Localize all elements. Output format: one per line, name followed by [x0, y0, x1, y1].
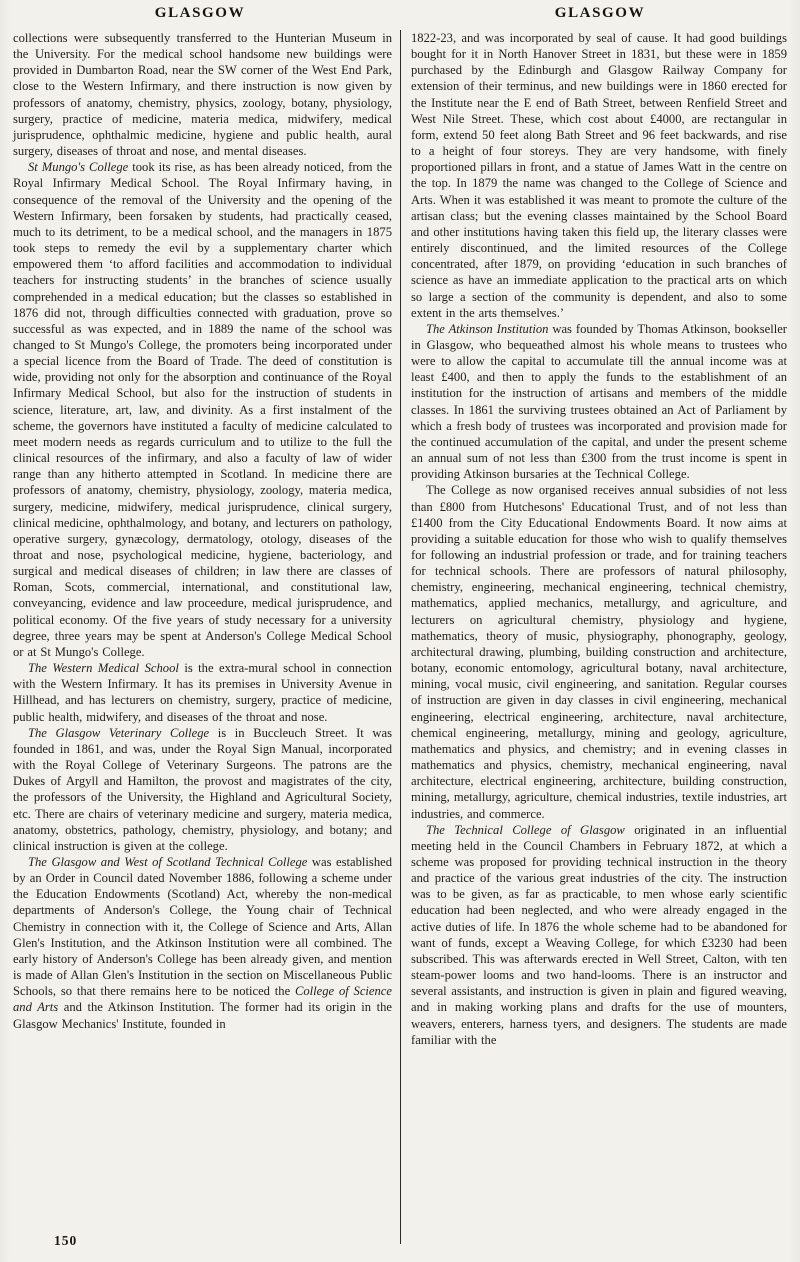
paragraph-mechanics-institute-continuation	[411, 30, 787, 321]
paragraph-technical-college-west-scotland	[13, 854, 392, 1032]
right-column	[400, 30, 800, 1244]
paragraph-western-medical-school	[13, 660, 392, 725]
paragraph-technical-college-glasgow	[411, 822, 787, 1048]
running-head-left: GLASGOW	[154, 5, 246, 21]
running-head-right: GLASGOW	[554, 5, 646, 21]
paragraph-college-subsidies	[411, 482, 787, 821]
paragraph-inline-italic: College of Science and Arts	[13, 984, 392, 1015]
paragraph-text: originated in an influential meeting held in the Council Chambers in February 1872, at which a scheme was proposed for providing technical instruction in the theory and practice of the various great industries of the city. The instruction was to be given, as far as practicable, to men whose early scientific education had been neglected, and who were already engaged in the active duties of life. In 1876 the whole scheme had to be abandoned for want of funds, except a Weaving College, for which £3230 had been subscribed. This was afterwards erected in Well Street, Calton, with ten steam-power looms and two hand-looms. There is an instructor and several assistants, and instruction is given in plain and figured weaving, and in making working plans and drafts for the use of mounters, weavers, enterers, harness tyers, and designers. The students are made familiar with the	[411, 822, 787, 1047]
paragraph-lead: St Mungo's College	[28, 160, 129, 175]
paragraph-text: took its rise, as has been already noticed, from the Royal Infirmary Medical School. The Royal Infirmary having, in consequence of the removal of the University and the opening of the Western Infirmary, been forsaken by students, had practically ceased, much to its detriment, to be a medical school, and the managers in 1875 took steps to remedy the evil by a supplementary charter which empowered them ‘to afford facilities and accommodation to individual teachers for instructing students’ in the branches of science usually comprehended in a medical education; but the classes so established in 1876 did not, through difficulties connected with graduation, prove so successful as was expected, and in 1889 the name of the school was changed to St Mungo's College, the promoters being incorporated under a special licence from the Board of Trade. The deed of constitution is wide, providing not only for the absorption and continuance of the Royal Infirmary Medical School, but also for the instruction of students in science, literature, art, law, and divinity. As a first instalment of the scheme, the governors have instituted a faculty of medicine calculated to meet modern needs as regards curriculum and to utilize to the full the clinical resources of the infirmary, and also a faculty of law of wider range than any hitherto attempted in Scotland. In medicine there are professors of anatomy, chemistry, physiology, zoology, materia medica, surgery, medicine, midwifery, medical jurisprudence, clinical surgery, clinical medicine, ophthalmology, and botany, and lecturers on pathology, operative surgery, gynæcology, dermatology, otology, diseases of the throat and nose, psychological medicine, hygiene, bacteriology, and surgical and medical diseases of children; in law there are classes of Roman, Scots, commercial, international, and constitutional law, conveyancing, evidence and law proceedure, medical jurisprudence, and political economy. Of the five years of study necessary for a university degree, three years may be spent at Anderson's College Medical School or at St Mungo's College.	[13, 160, 392, 659]
paragraph-text: The College as now organised receives annual subsidies of not less than £800 from Hutchesons' Educational Trust, and of not less than £1400 from the City Educational Endowments Board. It now aims at providing a suitable education for those who wish to qualify themselves for following an industrial profession or trade, and for training teachers for technical schools. There are professors of natural philosophy, chemistry, engineering, mechanical engineering, technical chemistry, mathematics, applied mechanics, metallurgy, and agriculture, and lecturers on agricultural chemistry, physiology and hygiene, mathematics, theory of music, physiography, phonography, geology, architectural drawing, plumbing, building construction and architecture, botany, economic entomology, agricultural botany, naval architecture, mining, vocal music, civil engineering, and sanitation. Regular courses of instruction are given in day classes in civil engineering, mechanical engineering, electrical engineering, architecture, naval architecture, chemical engineering, metallurgy, mining and geology, agriculture, mathematics and physics, and chemistry; and in evening classes in mathematics and physics, chemistry, mechanical engineering, naval architecture, electrical engineering, architecture, building construction, mining, metallurgy, agriculture, chemical industries, textile industries, art industries, and commerce.	[411, 483, 787, 821]
paragraph-glasgow-veterinary-college	[13, 725, 392, 854]
paragraph-text: was founded by Thomas Atkinson, bookseller in Glasgow, who bequeathed almost his whole means to trustees who were to allow the capital to accumulate till the annual income was at least £400, and then to apply the funds to the establishment of an institution for the instruction of artisans and members of the middle classes. In 1861 the surviving trustees obtained an Act of Parliament by which a fresh body of trustees was incorporated and provision made for the continued accumulation of the capital, and under the present scheme an annual sum of not less than £300 from the trust income is spent in providing Atkinson bursaries at the Technical College.	[411, 321, 787, 482]
paragraph-atkinson-institution	[411, 321, 787, 483]
left-column	[0, 30, 400, 1244]
paragraph-lead: The Technical College of Glasgow	[426, 822, 625, 837]
paragraph-text: is the extra-mural school in connection with the Western Infirmary. It has its premises in University Avenue in Hillhead, and has lecturers on chemistry, surgery, practice of medicine, public health, midwifery, and diseases of the throat and nose.	[13, 661, 392, 724]
paragraph-collections-continuation	[13, 30, 392, 159]
paragraph-lead: The Glasgow Veterinary College	[28, 725, 210, 740]
paragraph-text: was established by an Order in Council dated November 1886, following a scheme under the Education Endowments (Scotland) Act, whereby the non-medical departments of Anderson's College, the Young chair of Technical Chemistry in connection with it, the College of Science and Arts, Allan Glen's Institution, and the Atkinson Institution were all combined. The early history of Anderson's College has been already given, and mention is made of Allan Glen's Institution in the section on Miscellaneous Public Schools, so that there remains here to be noticed the	[13, 854, 393, 999]
paragraph-lead: The Atkinson Institution	[426, 321, 549, 336]
running-heads	[0, 0, 800, 22]
paragraph-st-mungos-college	[13, 159, 392, 660]
paragraph-text-after: and the Atkinson Institution. The former had its origin in the Glasgow Mechanics' Institute, founded in	[13, 1000, 392, 1031]
paragraph-text: 1822-23, and was incorporated by seal of cause. It had good buildings bought for it in North Hanover Street in 1831, but these were in 1859 purchased by the Edinburgh and Glasgow Railway Company for extension of their terminus, and new buildings were in 1860 erected for the Institute near the E end of Bath Street, between Renfield Street and West Nile Street. These, which cost about £4000, are rectangular in form, extend 50 feet along Bath Street and 96 feet backwards, and rise to a height of four storeys. They are very handsome, with finely proportioned pillars in front, and a statue of James Watt in the centre on the top. In 1879 the name was changed to the College of Science and Arts. When it was established it was meant to promote the culture of the artisan class; but the evening classes maintained by the School Board and other institutions having taken this field up, the literary classes were entirely discontinued, and the limited resources of the College concentrated, after 1879, on providing ‘education in such branches of science as have an immediate application to the practical arts on which so large a section of the community is dependent, and also to some extent in the arts themselves.’	[411, 31, 787, 320]
paragraph-lead: The Western Medical School	[28, 661, 179, 676]
paragraph-text: collections were subsequently transferred to the Hunterian Museum in the University. For the medical school handsome new buildings were provided in Dumbarton Road, near the SW corner of the West End Park, close to the Western Infirmary, and there instruction is now given by professors of anatomy, chemistry, physics, zoology, botany, physiology, surgery, practice of medicine, materia medica, midwifery, medical jurisprudence, ophthalmic medicine, hygiene and public health, aural surgery, diseases of throat and nose, and mental diseases.	[13, 31, 392, 159]
text-columns	[0, 30, 800, 1244]
paragraph-lead: The Glasgow and West of Scotland Technical College	[28, 854, 308, 869]
paragraph-text: is in Buccleuch Street. It was founded in 1861, and was, under the Royal Sign Manual, incorporated with the Royal College of Veterinary Surgeons. The patrons are the Dukes of Argyll and Hamilton, the provost and magistrates of the city, the professors of the University, the Highland and Agricultural Society, etc. There are chairs of veterinary medicine and surgery, materia medica, anatomy, obstetrics, pathology, chemistry, physiology, and botany; and clinical instruction is given at the college.	[13, 725, 392, 853]
page-number: 150	[54, 1233, 78, 1248]
